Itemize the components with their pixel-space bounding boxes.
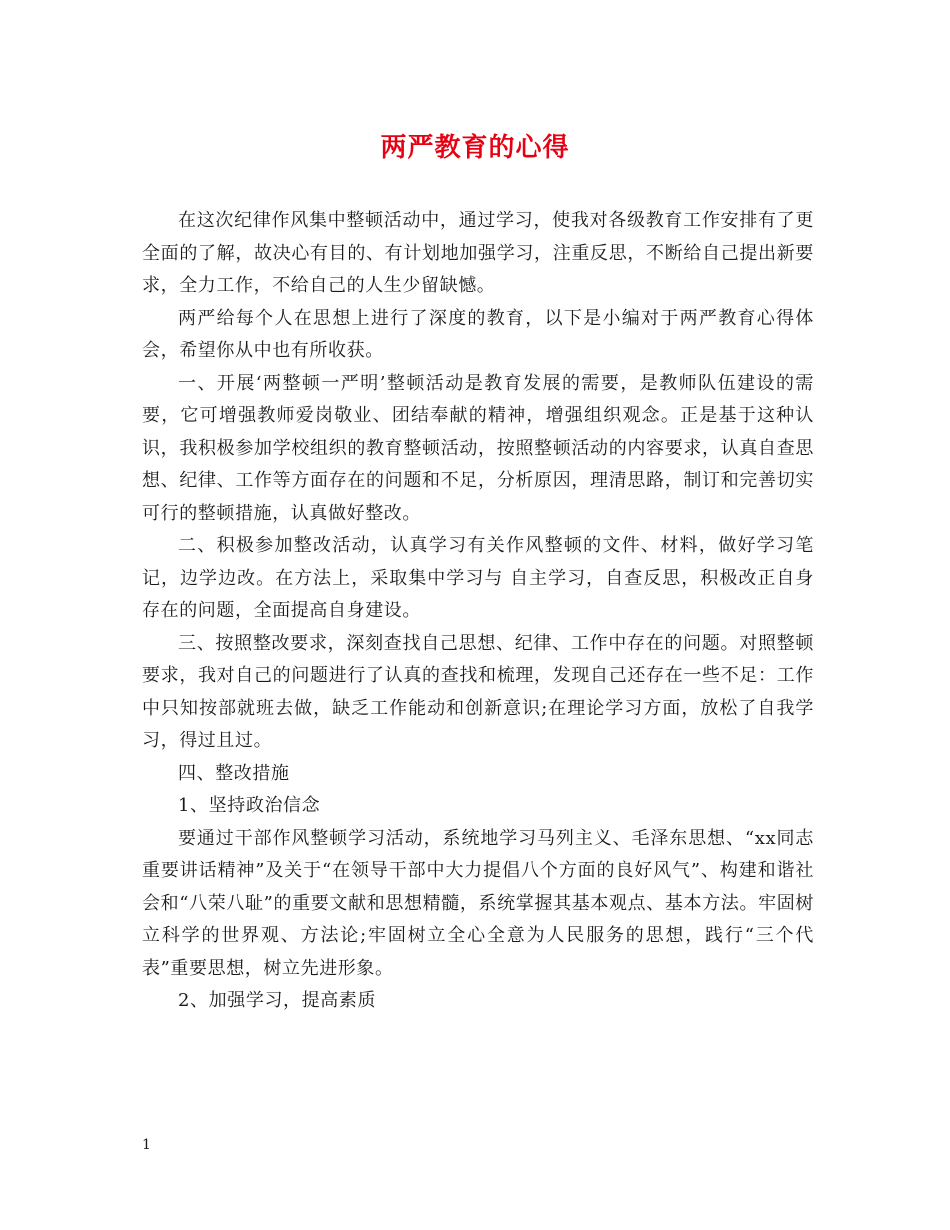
paragraph-summary: 两严给每个人在思想上进行了深度的教育，以下是小编对于两严教育心得体会，希望你从中也有所收获。 <box>142 307 814 361</box>
heading-section-4: 四、整改措施 <box>178 762 290 784</box>
paragraph-section-2: 二、积极参加整改活动，认真学习有关作风整顿的文件、材料，做好学习笔记，边学边改。在方法上，采取集中学习与 自主学习，自查反思，积极改正自身存在的问题，全面提高自身建设。 <box>142 535 814 621</box>
paragraph-section-1: 一、开展‘两整顿一严明’整顿活动是教育发展的需要，是教师队伍建设的需要，它可增强教师爱岗敬业、团结奉献的精神，增强组织观念。正是基于这种认识，我积极参加学校组织的教育整顿活动，按照整顿活动的内容要求，认真自查思想、纪律、工作等方面存在的问题和不足，分析原因，理清思路，制订和完善切实可行的整顿措施，认真做好整改。 <box>142 372 814 524</box>
heading-item-1: 1、坚持政治信念 <box>178 795 321 816</box>
document-title: 两严教育的心得 <box>380 133 570 163</box>
page-number: 1 <box>142 1137 151 1153</box>
document-body <box>142 205 814 1018</box>
paragraph-intro: 在这次纪律作风集中整顿活动中，通过学习，使我对各级教育工作安排有了更全面的了解，故决心有目的、有计划地加强学习，注重反思，不断给自己提出新要求，全力工作，不给自己的人生少留缺憾。 <box>142 210 814 296</box>
paragraph-item-1: 要通过干部作风整顿学习活动，系统地学习马列主义、毛泽东思想、“xx同志重要讲话精神”及关于“在领导干部中大力提倡八个方面的良好风气”、构建和谐社会和“八荣八耻”的重要文献和思想精髓，系统掌握其基本观点、基本方法。牢固树立科学的世界观、方法论;牢固树立全心全意为人民服务的思想，践行“三个代表”重要思想，树立先进形象。 <box>142 827 814 979</box>
paragraph-section-3: 三、按照整改要求，深刻查找自己思想、纪律、工作中存在的问题。对照整顿要求，我对自己的问题进行了认真的查找和梳理，发现自己还存在一些不足：工作中只知按部就班去做，缺乏工作能动和创新意识;在理论学习方面，放松了自我学习，得过且过。 <box>142 632 814 751</box>
heading-item-2: 2、加强学习，提高素质 <box>178 990 377 1011</box>
